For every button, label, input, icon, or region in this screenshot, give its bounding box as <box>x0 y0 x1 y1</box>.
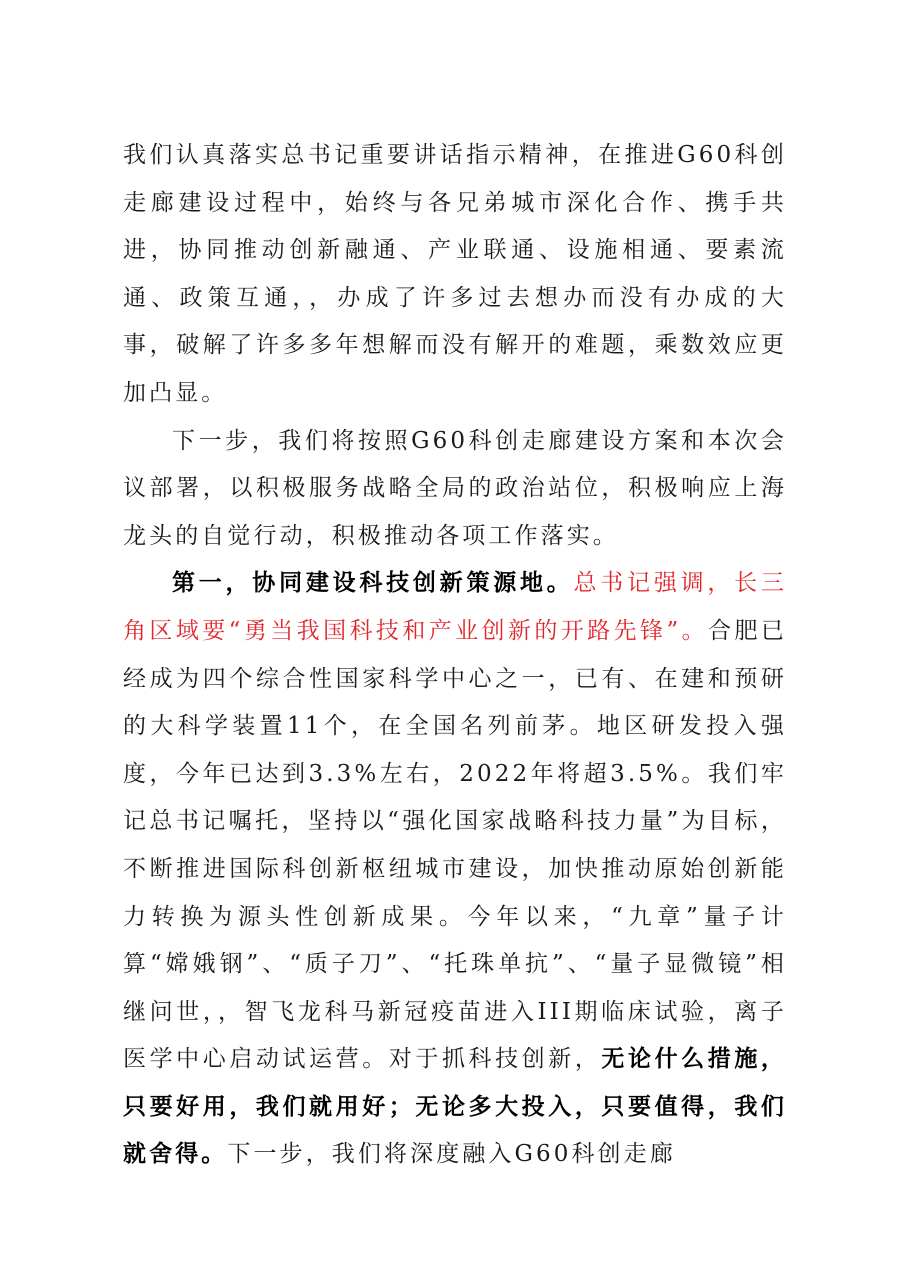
paragraph-1-text: 我们认真落实总书记重要讲话指示精神，在推进G60科创走廊建设过程中，始终与各兄弟城市深化合作、携手共进，协同推动创新融通、产业联通、设施相通、要素流通、政策互通，，办成了许多过去想办而没有办成的大事，破解了许多多年想解而没有解开的难题，乘数效应更加凸显。 <box>123 142 787 406</box>
section-heading: 第一，协同建设科技创新策源地。 <box>172 570 574 597</box>
paragraph-2-text: 下一步，我们将按照G60科创走廊建设方案和本次会议部署，以积极服务战略全局的政治站位，积极响应上海龙头的自觉行动，积极推动各项工作落实。 <box>123 427 787 549</box>
document-body <box>123 132 787 1179</box>
paragraph-1 <box>123 132 787 418</box>
paragraph-3-body-2: 下一步，我们将深度融入G60科创走廊 <box>227 1141 676 1168</box>
paragraph-3-body-1: 合肥已经成为四个综合性国家科学中心之一，已有、在建和预研的大科学装置11个，在全国名列前茅。地区研发投入强度，今年已达到3.3%左右，2022年将超3.5%。我们牢记总书记嘱托，坚持以“强化国家战略科技力量”为目标，不断推进国际科创新枢纽城市建设，加快推动原始创新能力转换为源头性创新成果。今年以来，“九章”量子计算“嫦娥钢”、“质子刀”、“托珠单抗”、“量子显微镜”相继问世，，智飞龙科马新冠疫苗进入III期临床试验，离子医学中心启动试运营。对于抓科技创新， <box>123 617 787 1073</box>
paragraph-2 <box>123 418 787 561</box>
highlighted-quote: 总书记强调，长三角区域要“勇当我国科技和产业创新的开路先锋”。 <box>123 570 787 644</box>
paragraph-3 <box>123 560 787 1179</box>
emphasis-text: 无论什么措施，只要好用，我们就用好；无论多大投入，只要值得，我们就舍得。 <box>123 1046 787 1168</box>
